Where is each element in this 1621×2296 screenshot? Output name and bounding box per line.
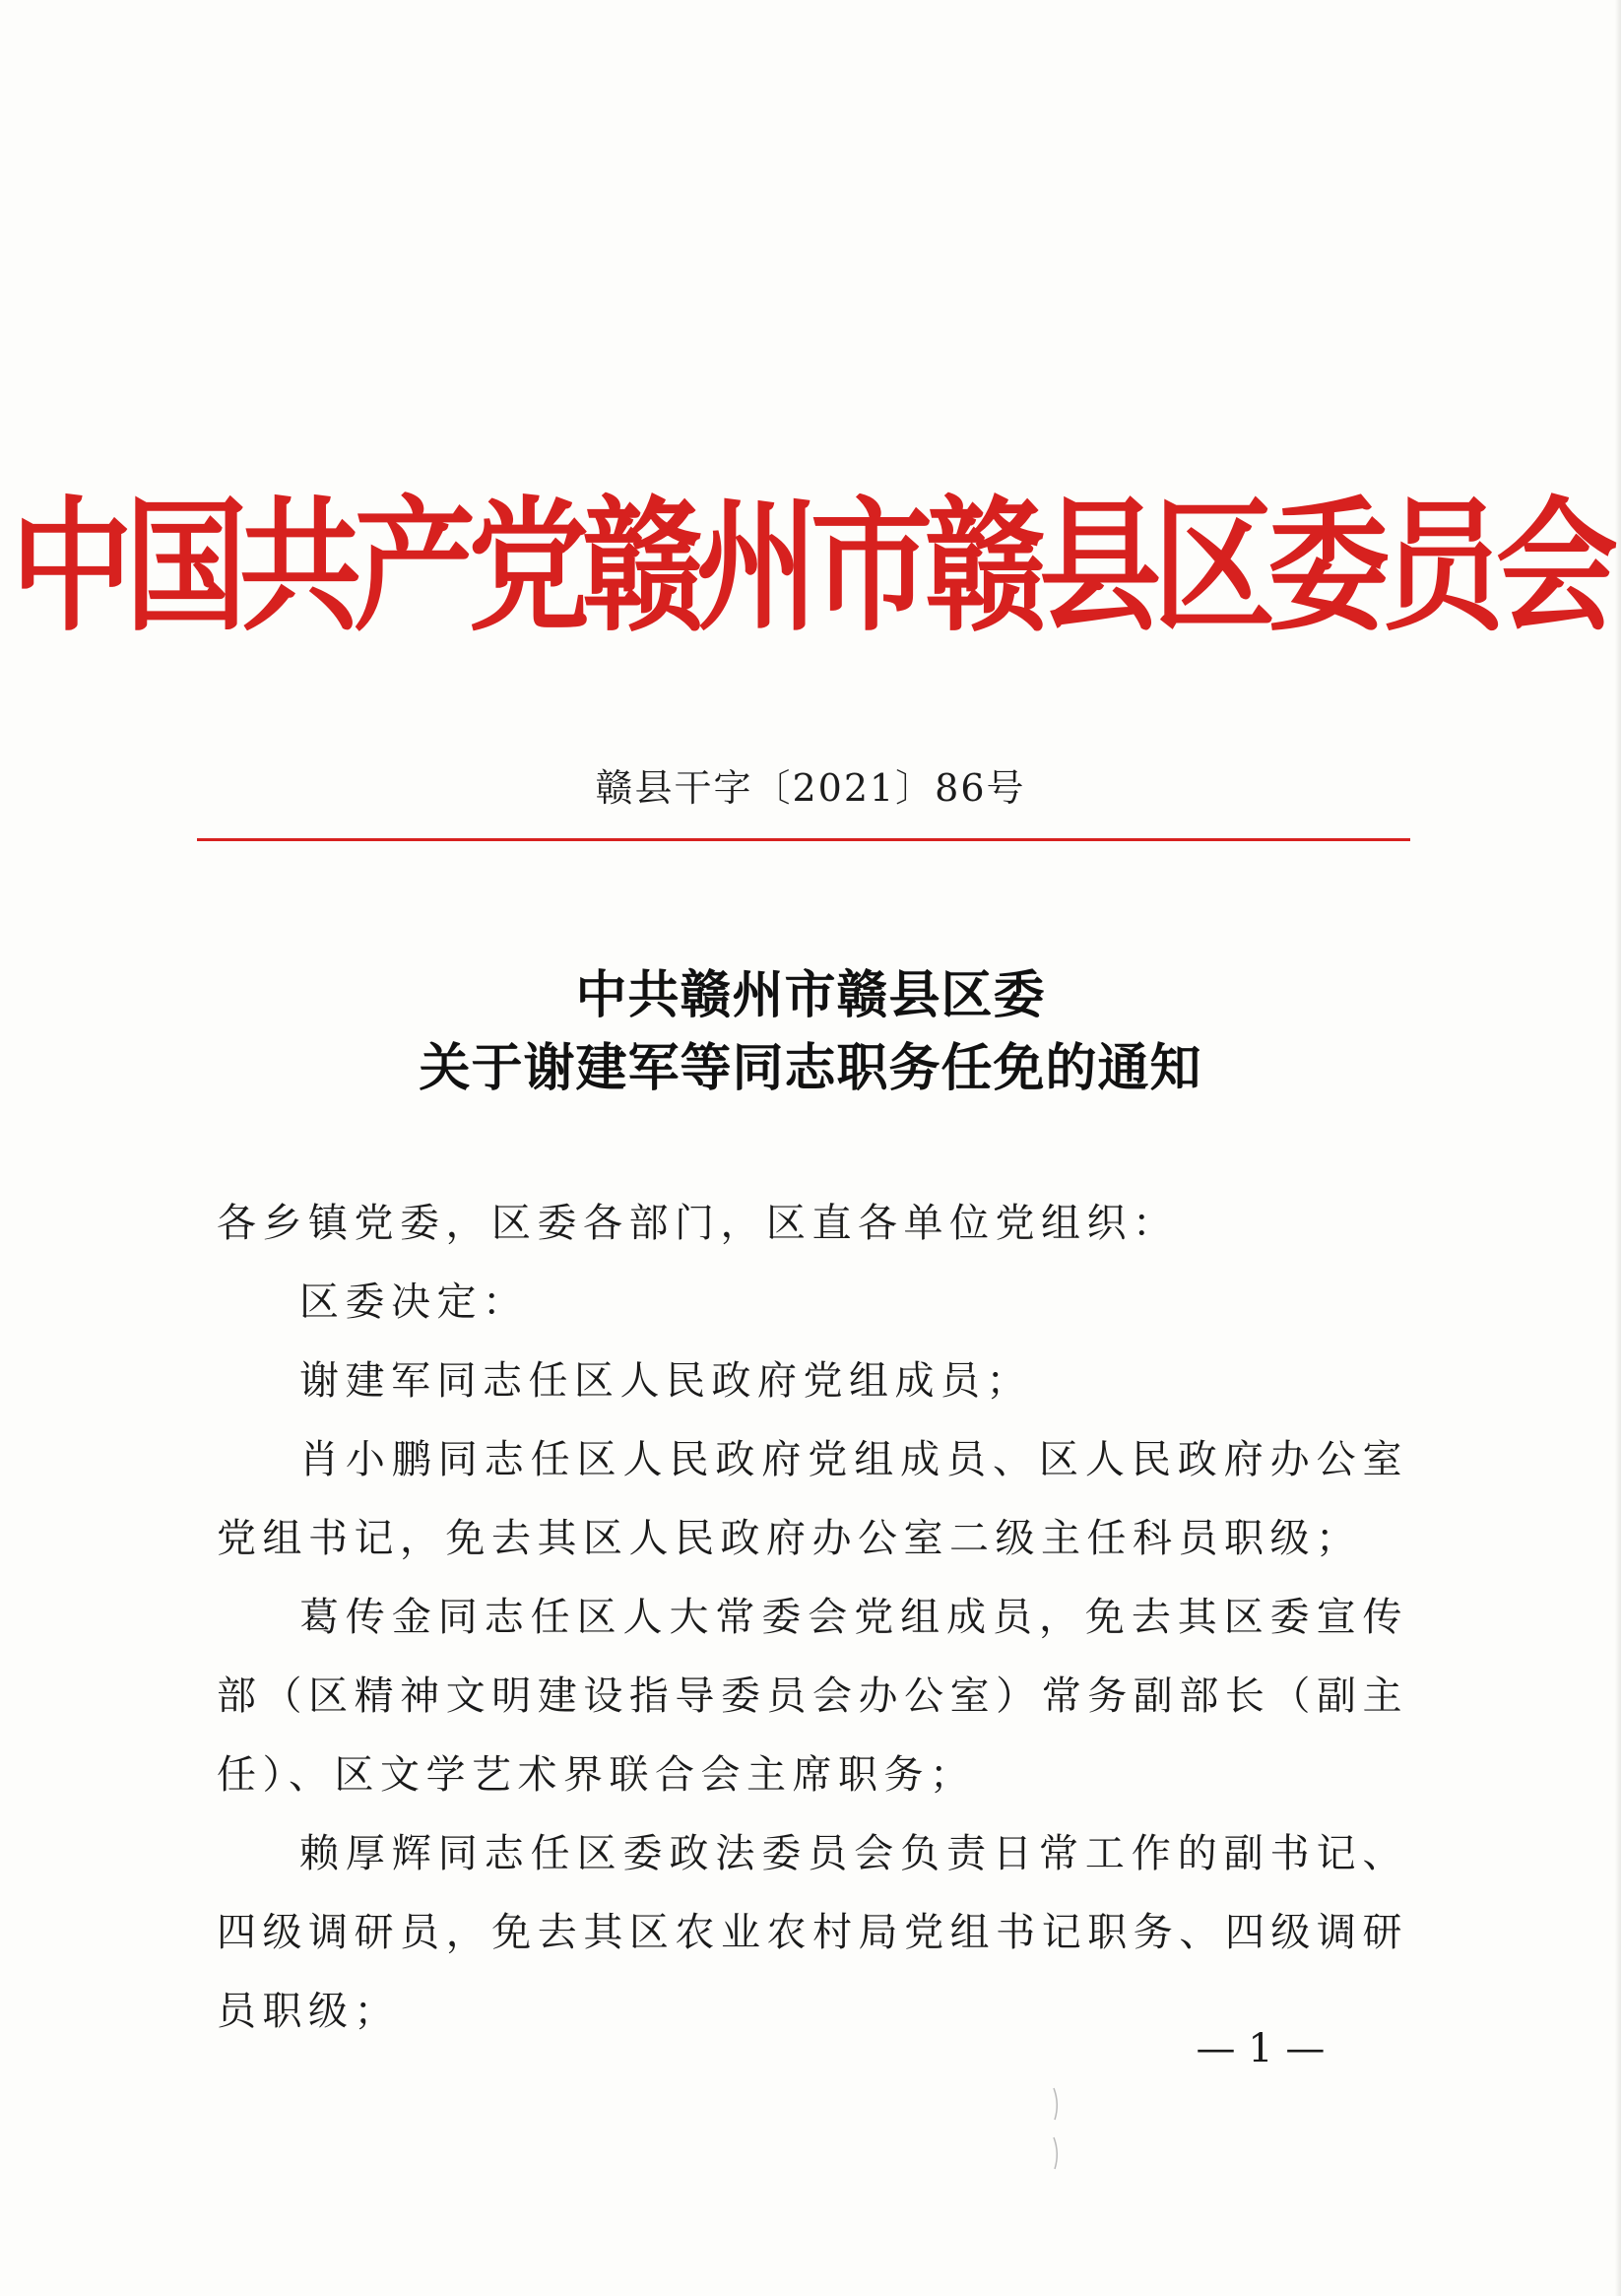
red-divider-line — [197, 838, 1410, 841]
document-number: 赣县干字〔2021〕86号 — [595, 766, 1026, 810]
body-paragraph-decision: 区委决定： — [299, 1279, 529, 1325]
issuing-organization-header: 中国共产党赣州市赣县区委员会 — [10, 483, 1610, 652]
body-paragraph-appointment-1: 谢建军同志任区人民政府党组成员； — [299, 1358, 1032, 1404]
binding-hole-mark-icon — [1052, 2135, 1062, 2171]
document-title-line-1: 中共赣州市赣县区委 — [575, 965, 1046, 1025]
body-paragraph-appointment-4: 赖厚辉同志任区委政法委员会负责日常工作的副书记、四级调研员，免去其区农业农村局党组书记职务、四级调研员职级； — [217, 1831, 1408, 2034]
scan-edge — [1615, 0, 1621, 2296]
body-paragraph-appointment-3: 葛传金同志任区人大常委会党组成员，免去其区委宣传部（区精神文明建设指导委员会办公室）常务副部长（副主任）、区文学艺术界联合会主席职务； — [217, 1595, 1408, 1798]
page-number: — 1 — — [1196, 2026, 1326, 2071]
binding-hole-mark-icon — [1052, 2086, 1062, 2122]
body-paragraph-appointment-2: 肖小鹏同志任区人民政府党组成员、区人民政府办公室党组书记，免去其区人民政府办公室二级主任科员职级； — [217, 1437, 1408, 1561]
document-title-line-2: 关于谢建军等同志职务任免的通知 — [419, 1038, 1202, 1098]
salutation: 各乡镇党委，区委各部门，区直各单位党组织： — [217, 1201, 1179, 1246]
